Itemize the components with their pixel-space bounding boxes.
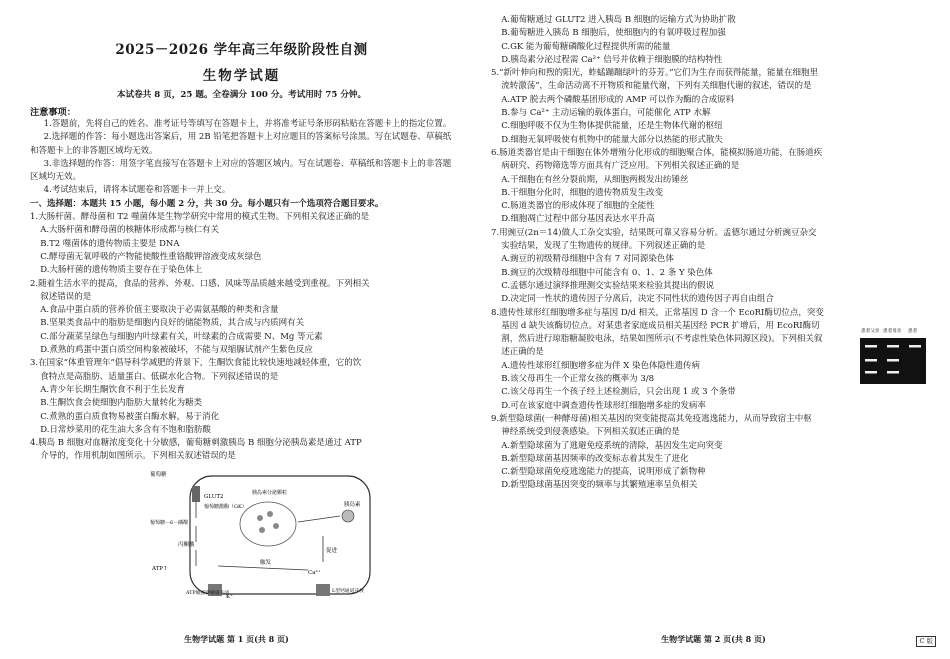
question-stem: 1.大肠杆菌、酵母菌和 T2 噬菌体是生物学研究中常用的模式生物。下列相关叙述正确的是 bbox=[30, 212, 370, 223]
question-stem-cont: 流转激荡”，生命活动离不开物质和能量代谢，下列有关细胞代谢的叙述，错误的是 bbox=[501, 81, 812, 92]
question-3 bbox=[30, 357, 453, 437]
option-d: D.细胞无氧呼吸使有机物中的能量大部分以热能的形式散失 bbox=[501, 134, 723, 145]
option-a: A.新型隐球菌为了逃避免疫系统的清除，基因发生定向突变 bbox=[501, 440, 723, 451]
label-g6p: 葡萄糖－6－磷酸 bbox=[150, 519, 189, 526]
glut2-transporter bbox=[192, 486, 200, 502]
option-c: C.细胞呼吸不仅为生物体提供能量，还是生物体代谢的枢纽 bbox=[501, 121, 723, 132]
option-c: C.GK 能为葡萄糖磷酸化过程提供所需的能量 bbox=[501, 41, 671, 52]
option-c: C.该父母再生一个孩子经上述检测后，只会出现 1 或 3 个条带 bbox=[501, 387, 736, 398]
question-stem-cont: 食特点是高脂肪、适量蛋白、低碳水化合物。下列叙述错误的是 bbox=[40, 371, 279, 382]
label-glucose: 葡萄糖 bbox=[150, 471, 167, 478]
question-stem-cont: 割，然后进行琼脂糖凝胶电泳，结果如图所示(不考虑性染色体同源区段)。下列相关叙 bbox=[501, 334, 823, 345]
calcium-channel bbox=[316, 584, 330, 596]
question-stem-cont: 介导的，作用机制如图所示。下列相关叙述错误的是 bbox=[40, 451, 236, 462]
question-stem-cont: 实验结果，发现了生物遗传的规律。下列叙述正确的是 bbox=[501, 241, 706, 252]
page-right bbox=[477, 0, 950, 659]
option-d: D.大肠杆菌的遗传物质主要存在于染色体上 bbox=[40, 265, 203, 276]
question-stem: 2.随着生活水平的提高，食品的营养、外观、口感、风味等品质越来越受到重视。下列相关 bbox=[30, 278, 370, 289]
insulin-mechanism-figure bbox=[148, 466, 388, 600]
insulin-release bbox=[342, 510, 354, 522]
label-promote: 促进 bbox=[326, 547, 338, 554]
option-b: B.豌豆的次级精母细胞中可能含有 0、1、2 条 Y 染色体 bbox=[501, 267, 713, 278]
label-atp: ATP↑ bbox=[152, 565, 168, 572]
question-stem: 5.“新叶伸向和煦的阳光，蚱蜢蹦蹦绿叶的芬芳。”它们为生存而获得能量，能量在细胞里 bbox=[491, 68, 819, 79]
notice-list bbox=[30, 118, 453, 198]
question-6 bbox=[491, 147, 928, 227]
question-stem: 3.在国家“体重管理年”倡导科学减肥的背景下，生酮饮食能比较快速地减轻体重，它的饮 bbox=[30, 358, 362, 369]
option-b: B.参与 Ca²⁺ 主动运输的载体蛋白，可能催化 ATP 水解 bbox=[501, 108, 711, 119]
question-stem: 8.遗传性球形红细胞增多症与基因 D/d 相关，正常基因 D 含一个 EcoRⅠ酶切位点，突变 bbox=[491, 307, 824, 318]
question-stem-cont: 病研究、药物筛选等方面具有广泛应用。下列相关叙述正确的是 bbox=[501, 161, 740, 172]
label-pyruvate: 丙酮酸 bbox=[178, 541, 195, 548]
label-trigger: 触发 bbox=[260, 559, 272, 566]
question-stem-cont: 基因 d 缺失该酶切位点。对某患者家庭成员相关基因经 PCR 扩增后，用 EcoRⅠ酶切 bbox=[501, 320, 820, 331]
option-d: D.可在该家庭中调查遗传性球形红细胞增多症的发病率 bbox=[501, 400, 706, 411]
exam-title: 2025－2026 学年高三年级阶段性自测 bbox=[115, 42, 368, 58]
footer-right: 生物学试题 第 2 页(共 8 页) bbox=[661, 634, 766, 644]
notice-item: 2.选择题的作答：每小题选出答案后，用 2B 铅笔把答题卡上对应题目的答案标号涂黑。写在试题卷、草稿纸和答题卡上的非答题区域均无效。 bbox=[30, 132, 452, 156]
question-stem: 7.用豌豆(2n＝14)做人工杂交实验，结果既可靠又容易分析。孟德尔通过分析豌豆杂交 bbox=[491, 227, 817, 238]
question-4 bbox=[30, 437, 453, 464]
option-c: C.孟德尔通过演绎推理测交实验结果来检验其提出的假说 bbox=[501, 280, 715, 291]
label-k-channel: ATP敏感钾通道关闭 bbox=[186, 590, 230, 596]
granule-dot bbox=[267, 511, 273, 517]
option-d: D.决定同一性状的遗传因子分离后，决定不同性状的遗传因子再自由组合 bbox=[501, 294, 774, 305]
question-4-options bbox=[491, 14, 928, 67]
option-a: A.遗传性球形红细胞增多症为伴 X 染色体隐性遗传病 bbox=[501, 360, 700, 371]
option-c: C.肠道类器官的形成体现了细胞的全能性 bbox=[501, 201, 655, 212]
footer-left: 生物学试题 第 1 页(共 8 页) bbox=[184, 634, 289, 644]
option-c: C.煮熟的蛋白质食物易被蛋白酶水解，易于消化 bbox=[40, 411, 220, 422]
section-heading: 一、选择题：本题共 15 小题，每小题 2 分，共 30 分。每小题只有一个选项符合题目要求。 bbox=[30, 198, 384, 209]
label-granule: 胰岛素分泌颗粒 bbox=[252, 489, 288, 496]
page-left bbox=[0, 0, 473, 659]
option-a: A.食品中蛋白质的营养价值主要取决于必需氨基酸的种类和含量 bbox=[40, 305, 279, 316]
option-d: D.胰岛素分泌过程需 Ca²⁺ 信号并依赖于细胞膜的结构特性 bbox=[501, 54, 723, 65]
subject-title: 生物学试题 bbox=[202, 68, 281, 84]
granule-dot bbox=[259, 527, 265, 533]
option-a: A.大肠杆菌和酵母菌的核糖体形成都与核仁有关 bbox=[40, 225, 220, 236]
gel-band bbox=[865, 359, 877, 362]
label-ca-channel: L型钙通道开放 bbox=[332, 588, 364, 594]
figure-svg bbox=[148, 466, 388, 600]
gel-lane-father: 患者父亲 bbox=[861, 329, 880, 334]
question-stem-cont: 叙述错误的是 bbox=[40, 291, 92, 302]
option-b: B.T2 噬菌体的遗传物质主要是 DNA bbox=[40, 238, 180, 249]
question-stem: 6.肠道类器官是由干细胞在体外增殖分化形成的细胞聚合体，能模拟肠道功能，在肠道疾 bbox=[491, 147, 823, 158]
option-d: D.日常炒菜用的花生油大多含有不饱和脂肪酸 bbox=[40, 424, 211, 435]
option-a: A.干细胞在有丝分裂前期，从细胞两极发出纺锤丝 bbox=[501, 174, 689, 185]
option-c: C.新型隐球菌免疫逃逸能力的提高，说明形成了新物种 bbox=[501, 467, 706, 478]
option-d: D.新型隐球菌基因突变的频率与其繁殖速率呈负相关 bbox=[501, 480, 698, 491]
notice-item: 1.答题前，先将自己的姓名、准考证号等填写在答题卡上，并将准考证号条形码粘贴在答题卡上的指定位置。 bbox=[43, 119, 452, 129]
granule-dot bbox=[257, 515, 263, 521]
gel-band bbox=[909, 345, 921, 348]
question-stem: 4.胰岛 B 细胞对血糖浓度变化十分敏感，葡萄糖刺激胰岛 B 细胞分泌胰岛素是通过 ATP bbox=[30, 438, 362, 449]
label-k: K⁺ bbox=[226, 593, 234, 600]
version-badge: C 版 bbox=[916, 636, 936, 647]
label-ca: Ca²⁺ bbox=[308, 569, 321, 576]
question-1 bbox=[30, 211, 453, 277]
option-b: B.干细胞分化时，细胞的遗传物质发生改变 bbox=[501, 187, 664, 198]
option-d: D.煮熟的鸡蛋中蛋白质空间构象被破坏，不能与双缩脲试剂产生紫色反应 bbox=[40, 345, 313, 356]
question-stem-cont: 述正确的是 bbox=[501, 347, 544, 358]
option-a: A.葡萄糖通过 GLUT2 进入胰岛 B 细胞的运输方式为协助扩散 bbox=[501, 15, 736, 25]
option-a: A.青少年长期生酮饮食不利于生长发育 bbox=[40, 384, 186, 395]
option-b: B.生酮饮食会使细胞内脂肪大量转化为糖类 bbox=[40, 398, 203, 409]
gel-lane-mother: 患者母亲 bbox=[883, 329, 902, 334]
gel-band bbox=[887, 345, 899, 348]
gel-band bbox=[865, 345, 877, 348]
label-glut2: GLUT2 bbox=[204, 493, 224, 500]
label-insulin: 胰岛素 bbox=[344, 501, 361, 508]
notice-item: 4.考试结束后，请将本试题卷和答题卡一并上交。 bbox=[43, 185, 231, 196]
granule-dot bbox=[273, 523, 279, 529]
option-c: C.酵母菌无氧呼吸的产物能使酸性重铬酸钾溶液变成灰绿色 bbox=[40, 251, 262, 262]
gel-lane-patient: 患者 bbox=[908, 329, 918, 334]
option-c: C.部分蔬菜呈绿色与细胞内叶绿素有关，叶绿素的合成需要 N、Mg 等元素 bbox=[40, 331, 323, 342]
gel-band bbox=[887, 371, 899, 374]
notice-item: 3.非选择题的作答：用签字笔直接写在答题卡上对应的答题区域内。写在试题卷、草稿纸和答题卡上的非答题区域均无效。 bbox=[30, 158, 452, 183]
option-a: A.ATP 脱去两个磷酸基团形成的 AMP 可以作为酶的合成原料 bbox=[501, 94, 735, 105]
exam-info: 本试卷共 8 页，25 题。全卷满分 100 分。考试用时 75 分钟。 bbox=[116, 90, 367, 100]
gel-band bbox=[887, 359, 899, 362]
electrophoresis-gel bbox=[860, 326, 926, 384]
granule-region bbox=[240, 502, 296, 546]
label-gk: 葡萄糖激酶（GK） bbox=[204, 503, 247, 510]
question-5 bbox=[491, 67, 928, 147]
option-b: B.该父母再生一个正常女孩的概率为 3/8 bbox=[501, 374, 655, 385]
question-2 bbox=[30, 278, 453, 358]
notice-heading: 注意事项： bbox=[30, 107, 76, 118]
question-stem: 9.新型隐球菌(一种酵母菌)相关基因的突变能提高其免疫逃逸能力，从而导致宿主中枢 bbox=[491, 413, 812, 424]
option-b: B.新型隐球菌基因频率的改变标志着其发生了进化 bbox=[501, 453, 689, 464]
option-d: D.细胞凋亡过程中部分基因表达水平升高 bbox=[501, 214, 655, 225]
gel-band bbox=[865, 371, 877, 374]
option-a: A.豌豆的初级精母细胞中含有 7 对同源染色体 bbox=[501, 254, 674, 265]
question-9 bbox=[491, 413, 928, 493]
gel-svg bbox=[860, 326, 926, 384]
option-b: B.葡萄糖进入胰岛 B 细胞后，使细胞内的有氧呼吸过程加强 bbox=[501, 28, 726, 39]
option-b: B.坚果类食品中的脂肪是细胞内良好的储能物质，其合成与内质网有关 bbox=[40, 318, 305, 329]
question-7 bbox=[491, 227, 928, 307]
question-stem-cont: 神经系统受到侵袭感染。下列相关叙述正确的是 bbox=[501, 427, 680, 438]
